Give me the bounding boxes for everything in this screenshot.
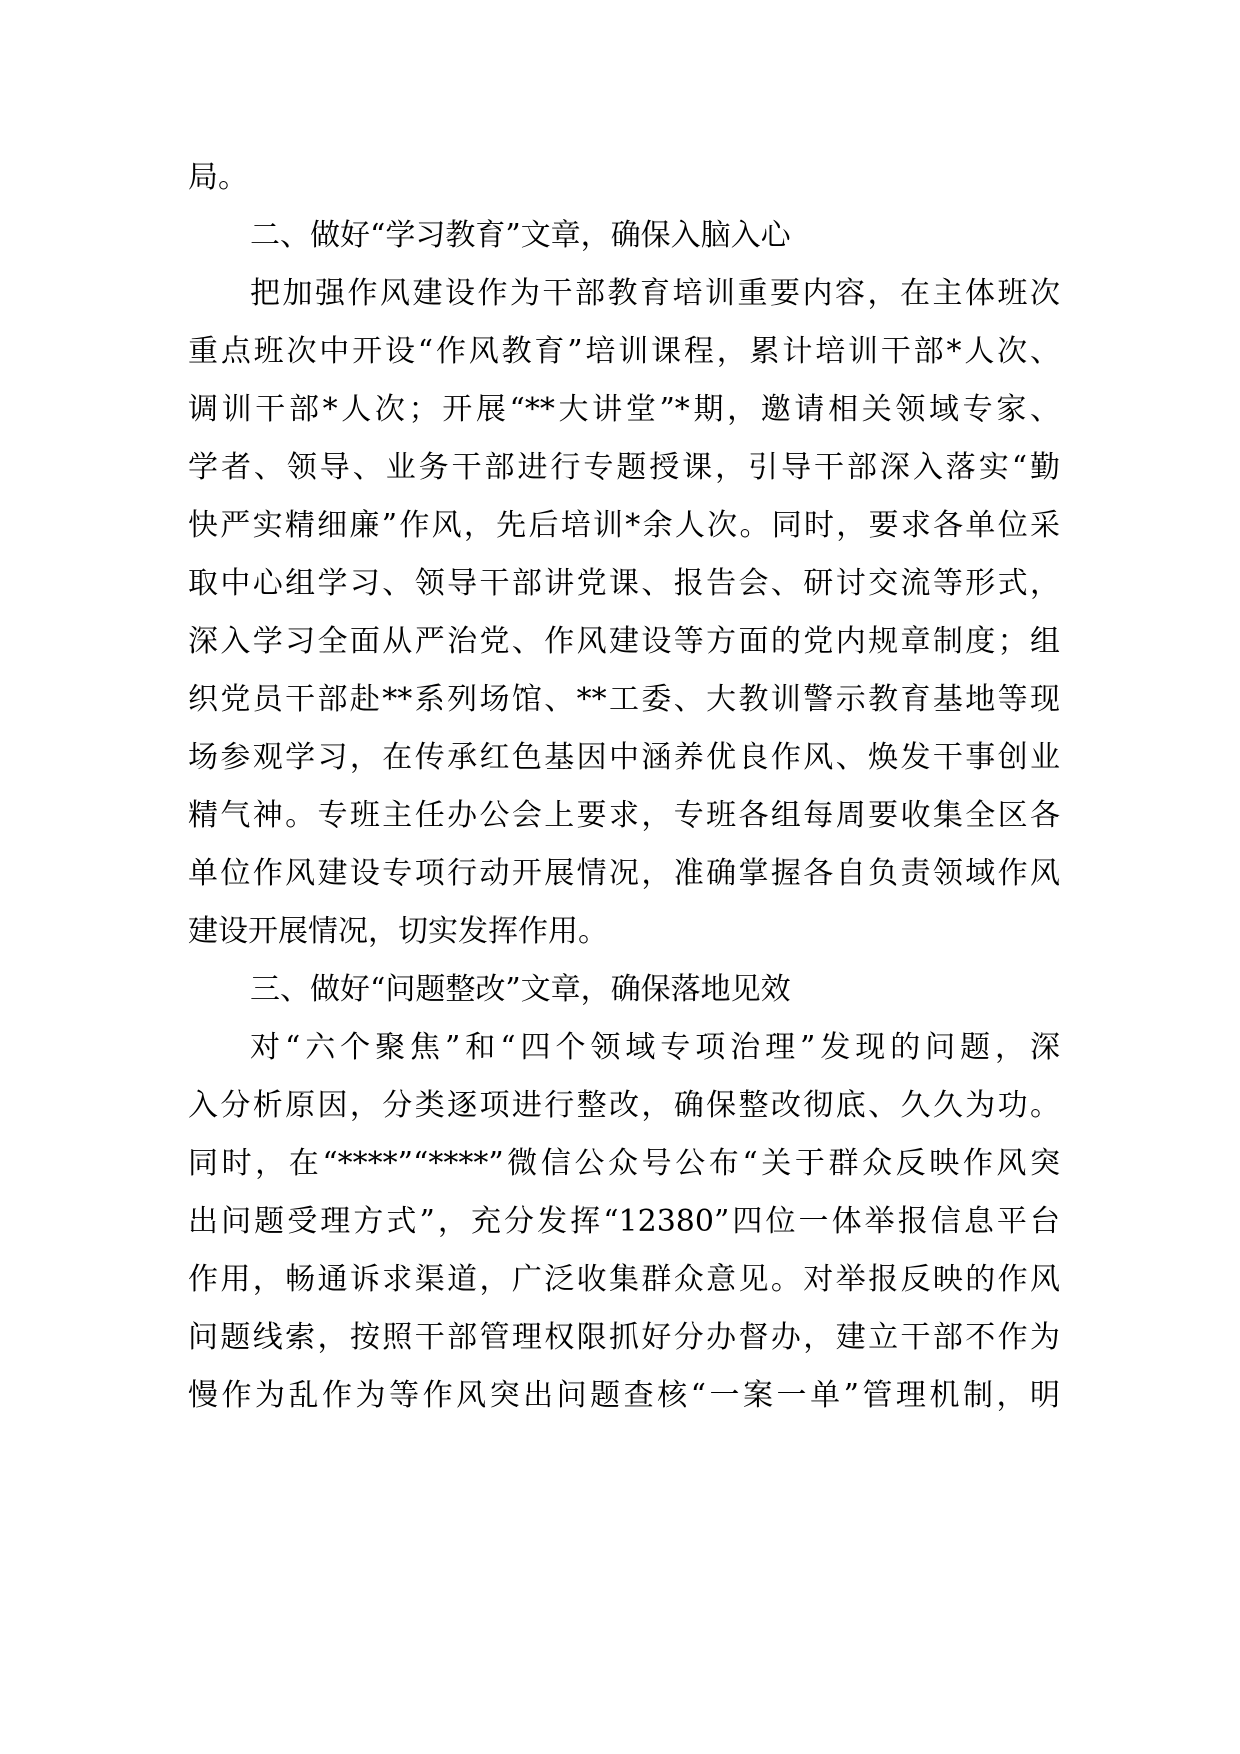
text-line: 慢作为乱作为等作风突出问题查核“一案一单”管理机制，明 (188, 1378, 1060, 1413)
section-heading: 二、做好“学习教育”文章，确保入脑入心 (250, 218, 791, 253)
text-line: 取中心组学习、领导干部讲党课、报告会、研讨交流等形式， (188, 566, 1060, 601)
text-line: 建设开展情况，切实发挥作用。 (188, 914, 608, 949)
text-line: 深入学习全面从严治党、作风建设等方面的党内规章制度；组 (188, 624, 1060, 659)
text-line: 学者、领导、业务干部进行专题授课，引导干部深入落实“勤 (188, 450, 1060, 485)
text-line: 入分析原因，分类逐项进行整改，确保整改彻底、久久为功。 (188, 1088, 1060, 1123)
text-line: 重点班次中开设“作风教育”培训课程，累计培训干部*人次、 (188, 334, 1060, 369)
text-line: 精气神。专班主任办公会上要求，专班各组每周要收集全区各 (188, 798, 1060, 833)
text-line: 快严实精细廉”作风，先后培训*余人次。同时，要求各单位采 (188, 508, 1060, 543)
text-line: 局。 (188, 160, 248, 195)
text-line: 织党员干部赴**系列场馆、**工委、大教训警示教育基地等现 (188, 682, 1060, 717)
section-heading: 三、做好“问题整改”文章，确保落地见效 (250, 972, 791, 1007)
text-line: 把加强作风建设作为干部教育培训重要内容，在主体班次 (250, 276, 1060, 311)
text-line: 单位作风建设专项行动开展情况，准确掌握各自负责领域作风 (188, 856, 1060, 891)
text-line: 调训干部*人次；开展“**大讲堂”*期，邀请相关领域专家、 (188, 392, 1060, 427)
text-line: 问题线索，按照干部管理权限抓好分办督办，建立干部不作为 (188, 1320, 1060, 1355)
text-line: 同时，在“****”“****”微信公众号公布“关于群众反映作风突 (188, 1146, 1060, 1181)
text-line: 场参观学习，在传承红色基因中涵养优良作风、焕发干事创业 (188, 740, 1060, 775)
text-line: 出问题受理方式”，充分发挥“12380”四位一体举报信息平台 (188, 1204, 1060, 1239)
text-line: 对“六个聚焦”和“四个领域专项治理”发现的问题，深 (250, 1030, 1060, 1065)
text-line: 作用，畅通诉求渠道，广泛收集群众意见。对举报反映的作风 (188, 1262, 1060, 1297)
